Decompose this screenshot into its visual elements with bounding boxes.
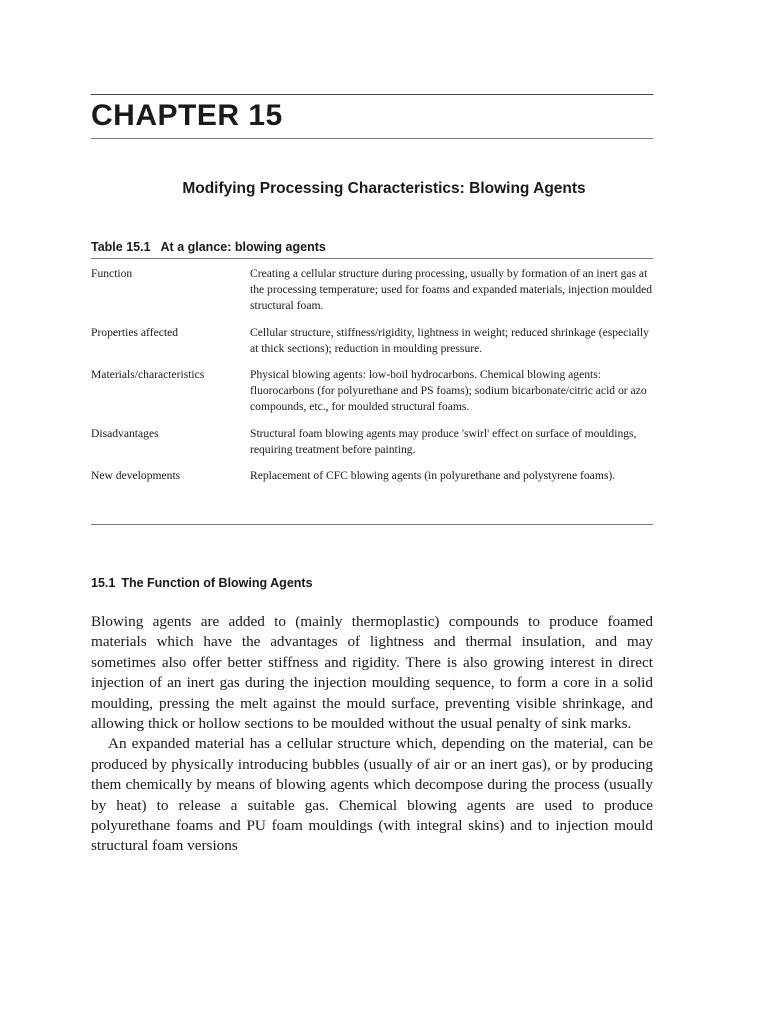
row-text-disadvantages: Structural foam blowing agents may produce 'swirl' effect on surface of mouldings, requiring treatment before painting. — [250, 426, 637, 456]
table-bottom-rule — [91, 524, 653, 525]
row-text-new-developments: Replacement of CFC blowing agents (in polyurethane and polystyrene foams). — [250, 469, 616, 483]
table-row — [91, 426, 653, 468]
chapter-title: CHAPTER 15 — [91, 99, 283, 132]
section-heading — [91, 576, 313, 590]
row-label-materials: Materials/characteristics — [91, 368, 205, 382]
table-row — [91, 468, 653, 494]
body-text — [91, 612, 653, 857]
table-number: Table 15.1 — [91, 240, 151, 254]
row-label-new-developments: New developments — [91, 469, 181, 483]
top-rule — [91, 94, 653, 95]
table-caption-text: At a glance: blowing agents — [160, 240, 326, 254]
glance-table — [91, 266, 653, 494]
section-number: 15.1 — [91, 576, 116, 590]
paragraph: Blowing agents are added to (mainly thermoplastic) compounds to produce foamed materials which have the advantages of lightness and thermal insulation, and may sometimes also offer better stiffness and rigidity. There is also growing interest in direct injection of an inert gas during the injection moulding sequence, to form a core in a solid moulding, pressing the melt against the mould surface, preventing visible shrinkage, and allowing thick or hollow sections to be moulded without the usual penalty of sink marks. — [91, 613, 653, 733]
row-text-materials: Physical blowing agents: low-boil hydrocarbons. Chemical blowing agents: fluorocarbons (for polyurethane and PS foams); sodium bicarbonate/citric acid or azo compounds, etc., for moulded structural foams. — [250, 368, 647, 414]
title-rule — [91, 138, 653, 139]
row-text-properties: Cellular structure, stiffness/rigidity, lightness in weight; reduced shrinkage (especially at thick sections); reduction in moulding pressure. — [250, 325, 649, 355]
row-label-disadvantages: Disadvantages — [91, 426, 159, 440]
row-label-function: Function — [91, 267, 133, 280]
paragraph: An expanded material has a cellular structure which, depending on the material, can be produced by physically introducing bubbles (usually of air or an inert gas), or by producing them chemically by means of blowing agents which decompose during the process (usually by heat) to release a suitable gas. Chemical blowing agents are used to produce polyurethane foams and PU foam mouldings (with integral skins) and to injection mould structural foam versions — [91, 735, 653, 855]
table-row — [91, 266, 653, 325]
row-label-properties: Properties affected — [91, 325, 179, 339]
table-caption — [91, 240, 326, 254]
chapter-subtitle: Modifying Processing Characteristics: Blowing Agents — [182, 180, 586, 197]
table-top-rule — [91, 258, 653, 259]
table-row — [91, 367, 653, 426]
section-title: The Function of Blowing Agents — [121, 576, 313, 590]
row-text-function: Creating a cellular structure during processing, usually by formation of an inert gas at the processing temperature; used for foams and expanded materials, injection moulded structural foam. — [250, 267, 653, 313]
table-row — [91, 325, 653, 367]
